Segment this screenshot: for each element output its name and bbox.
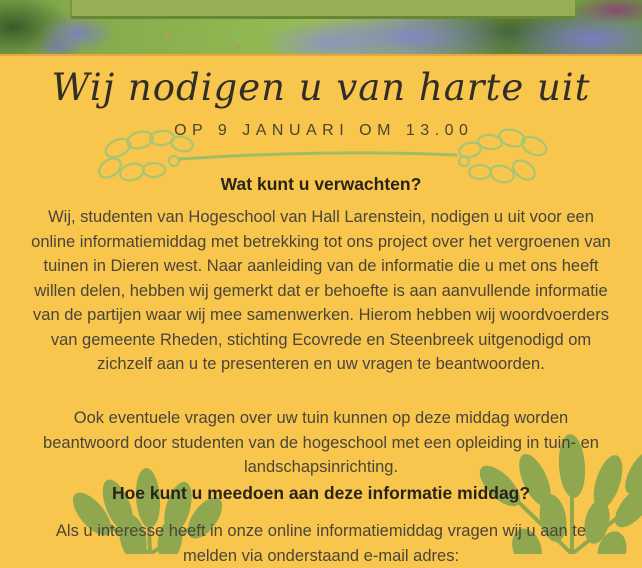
event-datetime: OP 9 JANUARI OM 13.00 <box>174 122 474 139</box>
section-what-heading: Wat kunt u verwachten? <box>220 174 422 194</box>
flyer-text-layer <box>0 56 642 565</box>
paragraph-signup: Als u interesse heeft in onze online informatiemiddag vragen wij u aan te melden via onderstaand e-mail adres: <box>55 522 587 565</box>
paragraph-garden-questions: Ook eventuele vragen over uw tuin kunnen op deze middag worden beantwoord door studenten van de hogeschool met een opleiding in tuin- en landschapsinrichting. <box>43 409 599 476</box>
flyer-body <box>0 54 642 565</box>
divider-line <box>180 153 456 159</box>
paragraph-intro: Wij, studenten van Hogeschool van Hall Larenstein, nodigen u uit voor een online informatiemiddag met betrekking tot ons project over het vergroenen van tuinen in Dieren west. Naar aanleiding van de informatie die u met ons heeft willen delen, hebben wij gemerkt dat er behoefte is aan aanvullende informatie van de partijen waar wij mee samenwerken. Hierom hebben wij woordvoerders van gemeente Rheden, stichting Ecovrede en Steenbreek uitgenodigd om zichzelf aan u te presenteren en uw vragen te beantwoorden. <box>31 208 611 373</box>
garden-photo <box>0 0 642 54</box>
section-how-heading: Hoe kunt u meedoen aan deze informatie middag? <box>111 483 531 503</box>
header-green-bar <box>70 0 575 19</box>
invitation-title: Wij nodigen u van harte uit <box>51 66 591 109</box>
